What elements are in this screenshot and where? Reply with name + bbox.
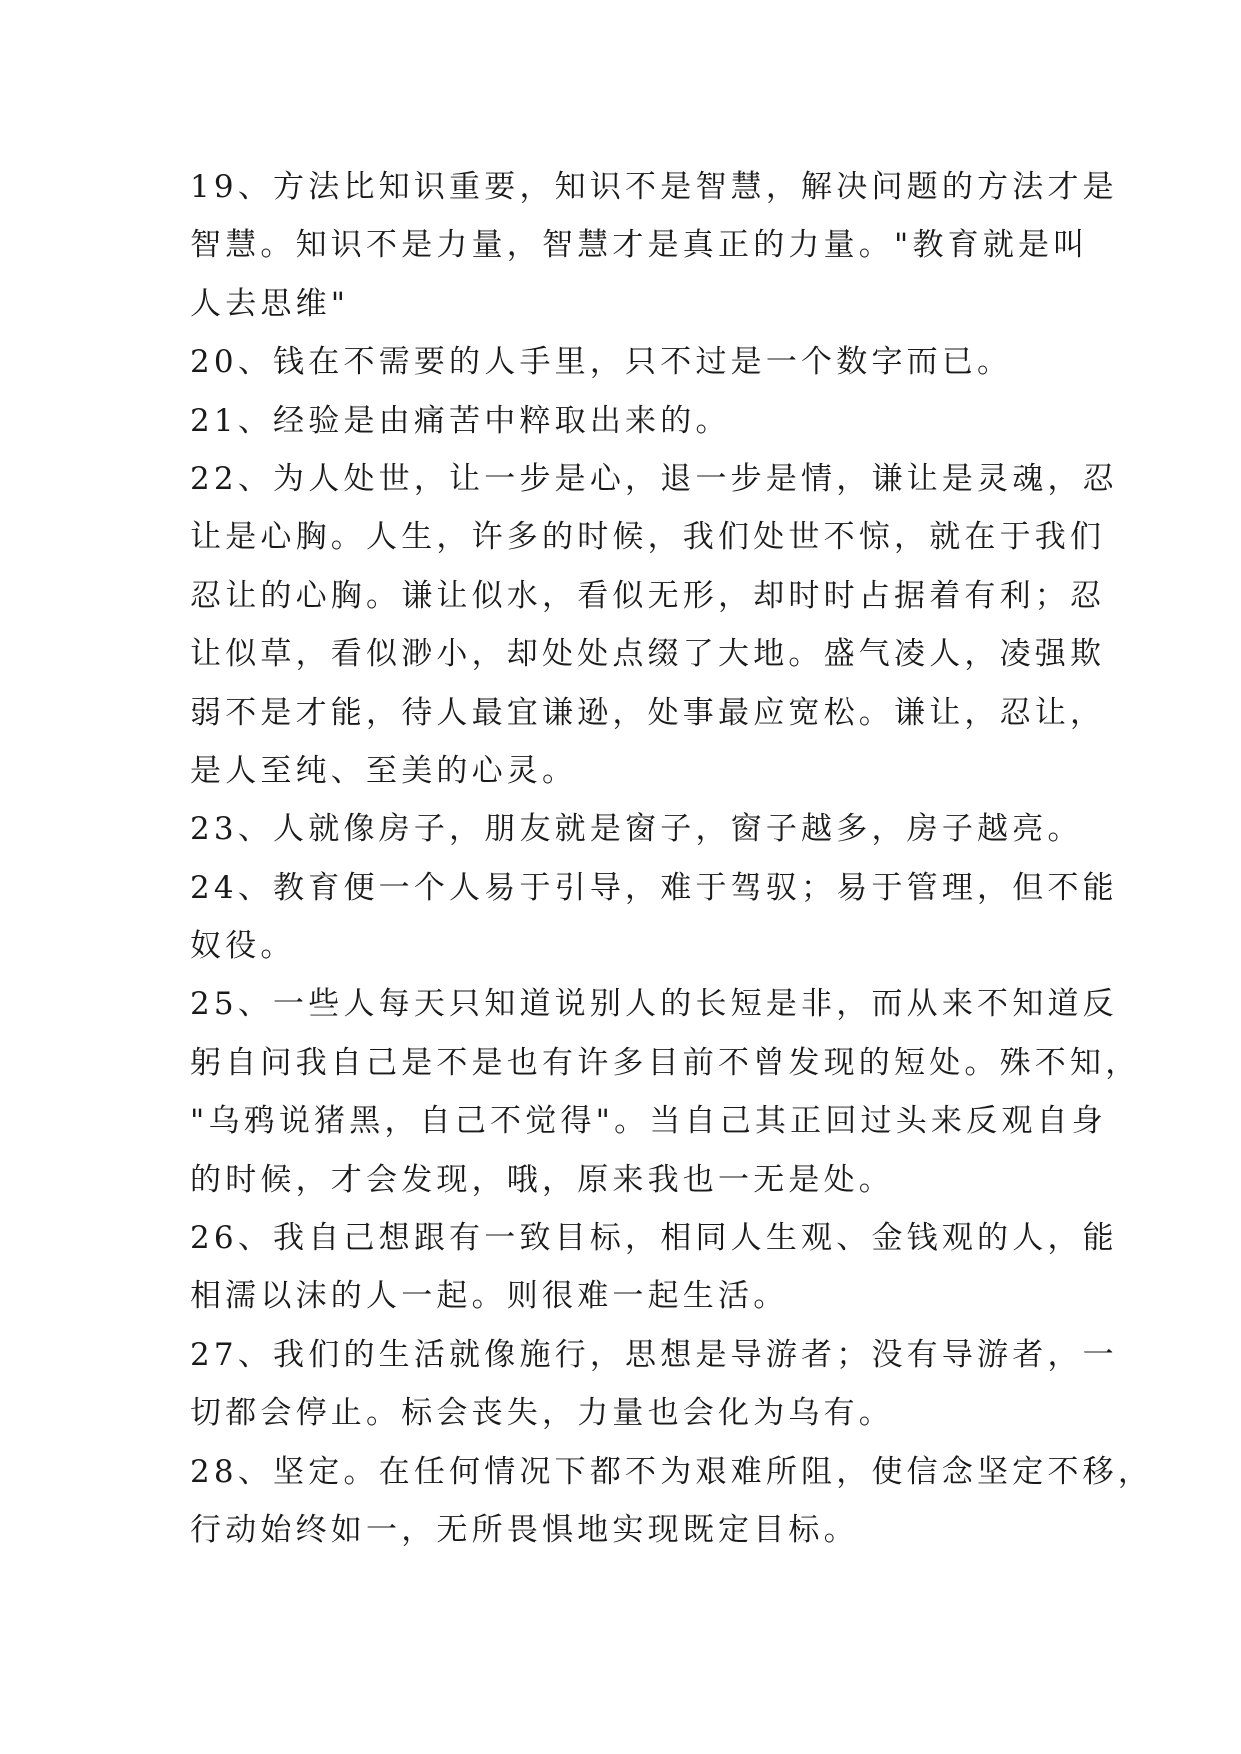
text-line: 23、人就像房子，朋友就是窗子，窗子越多，房子越亮。 <box>190 811 1083 848</box>
text-line: 是人至纯、至美的心灵。 <box>190 752 578 789</box>
text-line: 21、经验是由痛苦中粹取出来的。 <box>190 402 731 439</box>
text-line: 忍让的心胸。谦让似水，看似无形，却时时占据着有利；忍 <box>190 577 1106 614</box>
text-line: 22、为人处世，让一步是心，退一步是情，谦让是灵魂，忍 <box>190 460 1118 497</box>
text-line: 28、坚定。在任何情况下都不为艰难所阻，使信念坚定不移， <box>190 1453 1154 1490</box>
text-line: 智慧。知识不是力量，智慧才是真正的力量。"教育就是叫 <box>190 227 1089 264</box>
text-line: 24、教育便一个人易于引导，难于驾驭；易于管理，但不能 <box>190 869 1118 906</box>
text-line: 26、我自己想跟有一致目标，相同人生观、金钱观的人，能 <box>190 1220 1118 1257</box>
text-line: 19、方法比知识重要，知识不是智慧，解决问题的方法才是 <box>190 169 1118 205</box>
text-line: 25、一些人每天只知道说别人的长短是非，而从来不知道反 <box>190 986 1118 1023</box>
text-line: 让是心胸。人生，许多的时候，我们处世不惊，就在于我们 <box>190 519 1106 556</box>
text-line: 20、钱在不需要的人手里，只不过是一个数字而已。 <box>190 344 1013 381</box>
document-body <box>190 158 1154 1559</box>
text-line: 的时候，才会发现，哦，原来我也一无是处。 <box>190 1161 894 1198</box>
text-line: 弱不是才能，待人最宜谦逊，处事最应宽松。谦让，忍让， <box>190 694 1106 731</box>
text-line: 切都会停止。标会丧失，力量也会化为乌有。 <box>190 1395 894 1432</box>
text-line: 奴役。 <box>190 928 296 965</box>
text-line: 相濡以沫的人一起。则很难一起生活。 <box>190 1278 789 1315</box>
text-line: 行动始终如一，无所畏惧地实现既定目标。 <box>190 1511 859 1548</box>
text-line: 躬自问我自己是不是也有许多目前不曾发现的短处。殊不知， <box>190 1044 1141 1081</box>
text-line: 让似草，看似渺小，却处处点缀了大地。盛气凌人，凌强欺 <box>190 636 1106 673</box>
text-line: 人去思维" <box>190 285 350 322</box>
text-line: 27、我们的生活就像施行，思想是导游者；没有导游者，一 <box>190 1336 1118 1373</box>
text-line: "乌鸦说猪黑，自己不觉得"。当自己其正回过头来反观自身 <box>190 1103 1107 1140</box>
